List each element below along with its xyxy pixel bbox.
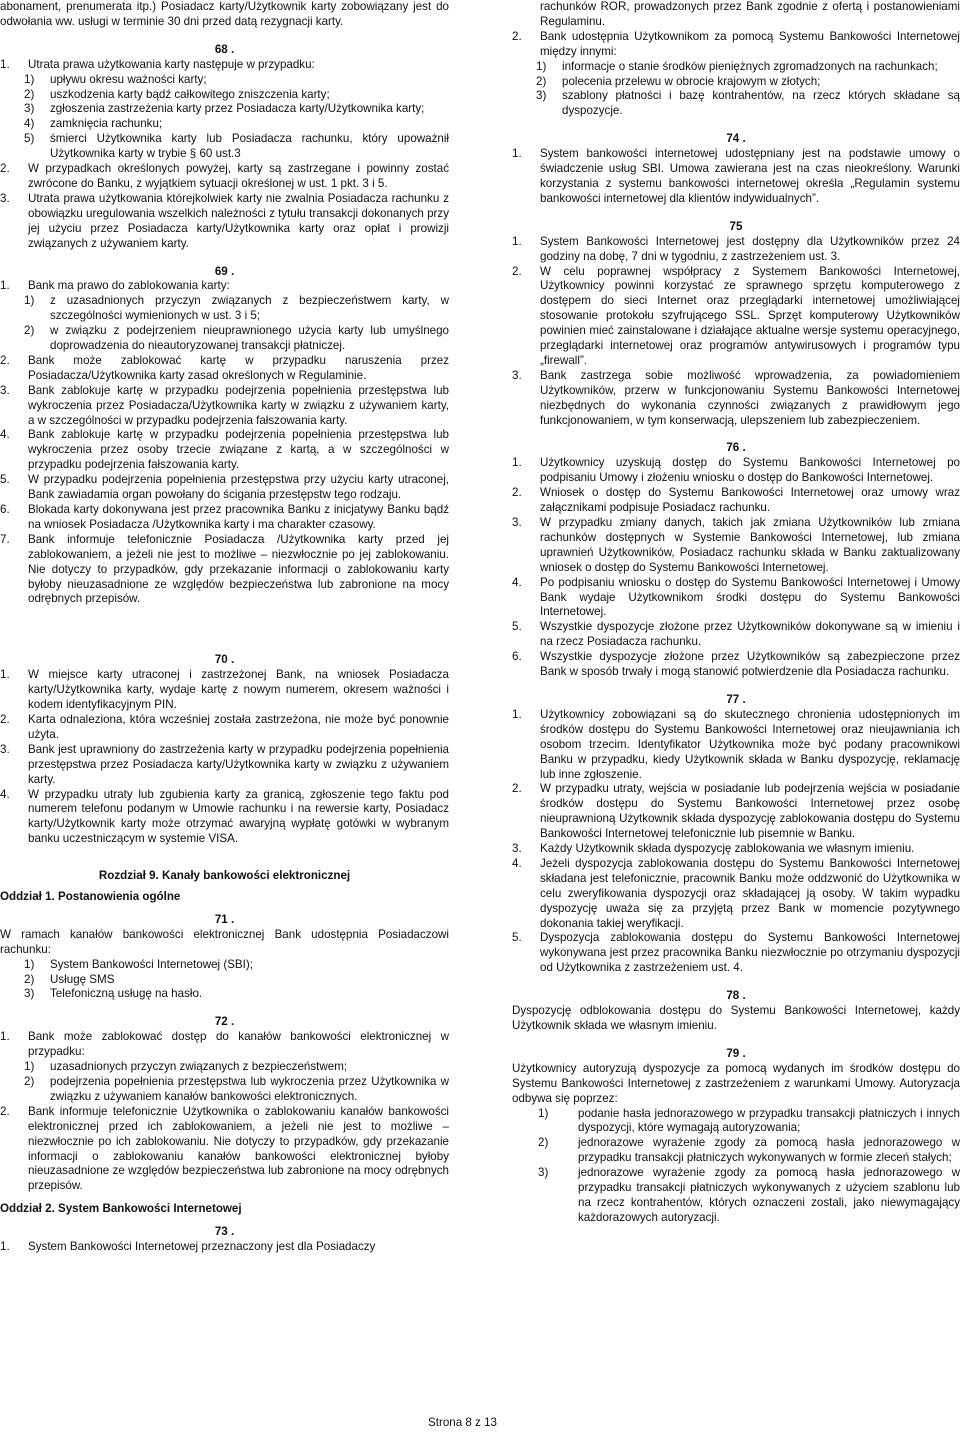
- item-text: System Bankowości Internetowej (SBI);: [50, 957, 253, 971]
- list-item: [0, 958, 449, 973]
- para-number: 2.: [512, 486, 522, 500]
- paragraph: [512, 456, 960, 486]
- paragraph: [0, 713, 449, 743]
- paragraph: [512, 782, 960, 842]
- paragraph: [512, 369, 960, 429]
- list-item: [0, 132, 449, 162]
- section-77-heading: 77 .: [726, 692, 746, 706]
- item-number: 2): [538, 1136, 549, 1150]
- list-item: [0, 1060, 449, 1075]
- item-text: w związku z podejrzeniem nieuprawnionego użycia karty lub umyślnego doprowadzenia do nieautoryzowanej transakcji płatniczej.: [50, 324, 449, 353]
- section-79-text: Użytkownicy autoryzują dyspozycje za pomocą wydanych im środków dostępu do Systemu Bankowości Internetowej z zastrzeżeniem z warunkami Umowy. Autoryzacja odbywa się poprzez:: [512, 1061, 960, 1105]
- item-number: 2): [24, 324, 35, 338]
- section-69-heading: 69 .: [214, 264, 235, 278]
- paragraph: [512, 486, 960, 516]
- para-text: Bank informuje telefonicznie Użytkownika o zablokowaniu kanałów bankowości elektronicznej przed ich zablokowaniem, a jeżeli nie jest to możliwe – niezwłocznie po ich zablokowaniu. Nie dotyczy to przypadków, gdy przekazanie informacji o zablokowaniu kanałów bankowości elektronicznej byłoby nieuzasadnione ze względów bezpieczeństwa lub zabronione na mocy odrębnych przepisów.: [28, 1104, 449, 1193]
- para-number: 1.: [0, 279, 10, 293]
- paragraph: [512, 842, 960, 857]
- para-text: Bank ma prawo do zablokowania karty:: [28, 279, 230, 293]
- list-item: [0, 102, 449, 117]
- section-71-intro: W ramach kanałów bankowości elektronicznej Bank udostępnia Posiadaczowi rachunku:: [0, 927, 449, 956]
- list-item: [0, 324, 449, 354]
- para-text: Jeżeli dyspozycja zablokowania dostępu do Systemu Bankowości Internetowej składana jest telefonicznie, pracownik Banku może oddzwonić do Użytkownika w celu zweryfikowania dyspozycji oraz składającej ją osoby. W takim wypadku dyspozycję uważa się za przyjętą przez Bank w momencie pozytywnego dokonania takiej weryfikacji.: [540, 856, 960, 930]
- paragraph: [512, 857, 960, 932]
- para-text: Blokada karty dokonywana jest przez pracownika Banku z inicjatywy Banku bądź na wniosek Posiadacza /Użytkownika karty i ma charakter czasowy.: [28, 503, 449, 531]
- para-text: Bank może zablokować kartę w przypadku naruszenia przez Posiadacza/Użytkownika karty zasad określonych w Regulaminie.: [28, 353, 449, 382]
- para-number: 5.: [512, 931, 522, 945]
- paragraph: [0, 162, 449, 192]
- item-text: informacje o stanie środków pieniężnych zgromadzonych na rachunkach;: [562, 59, 938, 73]
- list-item: [0, 1075, 449, 1105]
- item-text: podanie hasła jednorazowego w przypadku transakcji płatniczych i innych dyspozycji, które wymagają autoryzowania;: [578, 1106, 960, 1135]
- para-number: 3.: [512, 842, 522, 856]
- item-number: 1): [536, 59, 547, 73]
- para-number: 1.: [0, 1240, 10, 1254]
- item-text: zamknięcia rachunku;: [50, 117, 163, 131]
- section-72-heading: 72 .: [214, 1015, 235, 1029]
- item-text: polecenia przelewu w obrocie krajowym w złotych;: [562, 74, 821, 88]
- paragraph: [512, 931, 960, 976]
- item-number: 2): [24, 1075, 35, 1088]
- division-2-title: Oddział 2. System Bankowości Internetowej: [0, 1202, 242, 1216]
- paragraph: [512, 30, 960, 60]
- para-number: 1.: [0, 57, 10, 71]
- para-text: Utrata prawa użytkowania karty następuje w przypadku:: [28, 57, 315, 71]
- para-number: 4.: [512, 575, 522, 589]
- paragraph: [0, 668, 449, 713]
- item-text: z uzasadnionych przyczyn związanych z bezpieczeństwem karty, w szczególności wymienionych w ust. 3 i 5;: [50, 294, 449, 323]
- right-column: [512, 0, 960, 1226]
- paragraph: [512, 516, 960, 576]
- list-item: [0, 117, 449, 132]
- para-number: 3.: [0, 383, 10, 397]
- para-text: Wniosek o dostęp do Systemu Bankowości Internetowej oraz umowy wraz załącznikami podpisuje Posiadacz rachunku.: [540, 486, 960, 515]
- para-text: Wszystkie dyspozycje złożone przez Użytkowników dokonywane są w imieniu i na rzecz Posiadacza rachunku.: [540, 620, 960, 649]
- page-number-footer: Strona 8 z 13: [428, 1416, 497, 1429]
- chapter-9-title: Rozdział 9. Kanały bankowości elektronicznej: [98, 869, 351, 883]
- para-number: 3.: [0, 191, 10, 205]
- paragraph: [0, 503, 449, 533]
- item-text: uszkodzenia karty bądź całkowitego zniszczenia karty;: [50, 87, 330, 101]
- section-70-heading: 70 .: [214, 653, 235, 667]
- para-text: Użytkownicy uzyskują dostęp do Systemu Bankowości Internetowej po podpisaniu Umowy i złożeniu wniosku o dostęp do Bankowości Internetowej.: [540, 456, 960, 485]
- paragraph: [0, 1240, 449, 1255]
- para-text: Użytkownicy zobowiązani są do skutecznego chronienia udostępnionych im środków dostępu do Systemu Bankowości Internetowej oraz nieujawniania ich osobom trzecim. Identyfikator Użytkownika może być podany pracownikowi Banku w przypadku, kiedy Użytkownik składa w Banku dyspozycję, reklamację lub inne zgłoszenie.: [540, 707, 960, 781]
- para-text: Wszystkie dyspozycje złożone przez Użytkowników są zabezpieczone przez Bank w sposób trwały i mogą stanowić potwierdzenie dla Posiadacza rachunku.: [540, 650, 960, 679]
- paragraph: [0, 788, 449, 848]
- para-number: 5.: [0, 473, 10, 487]
- paragraph: [0, 1030, 449, 1060]
- para-text: W przypadku podejrzenia popełnienia przestępstwa przy użyciu karty utraconej, Bank zawiadamia organ powołany do ścigania przestępstw tego rodzaju.: [28, 473, 449, 502]
- paragraph: [512, 620, 960, 650]
- section-75-heading: 75: [729, 219, 743, 233]
- para-number: 2.: [0, 162, 10, 176]
- para-text: Bank zablokuje kartę w przypadku podejrzenia popełnienia przestępstwa lub wykroczenia przez osoby trzecie związane z kartą, a w szczególności w przypadku podejrzenia fałszowania karty.: [28, 428, 449, 472]
- para-number: 5.: [512, 620, 522, 634]
- item-number: 3): [536, 89, 547, 103]
- para-text: W przypadku utraty, wejścia w posiadanie lub podejrzenia wejścia w posiadanie środków dostępu do Systemu Bankowości Internetowej przez osobę nieuprawnioną Użytkownik składa dyspozycję zablokowania dostępu do Systemu Bankowości Internetowej telefonicznie lub pisemnie w Banku.: [540, 782, 960, 841]
- item-number: 1): [24, 1060, 35, 1074]
- paragraph: [0, 473, 449, 503]
- list-item: [0, 987, 449, 1002]
- item-text: śmierci Użytkownika karty lub Posiadacza rachunku, który upoważnił Użytkownika karty w trybie § 60 ust.3: [50, 132, 449, 161]
- para-number: 6.: [512, 650, 522, 664]
- item-number: 1): [24, 72, 35, 86]
- paragraph: [0, 1105, 449, 1194]
- para-text: Bank jest uprawniony do zastrzeżenia karty w przypadku podejrzenia popełnienia przestępstwa przez Posiadacza karty/Użytkownika karty w związku z używaniem karty.: [28, 742, 449, 786]
- item-number: 5): [24, 132, 35, 146]
- para-text: Karta odnaleziona, która wcześniej została zastrzeżona, nie może być ponownie użyta.: [28, 712, 449, 741]
- paragraph: [512, 235, 960, 265]
- para-text: W przypadkach określonych powyżej, karty są zastrzegane i powinny zostać zwrócone do Banku, z wyjątkiem sytuacji określonej w ust. 1 pkt. 3 i 5.: [28, 162, 449, 190]
- para-number: 2.: [512, 782, 522, 796]
- paragraph: [512, 265, 960, 369]
- paragraph: [0, 192, 449, 252]
- para-text: Po podpisaniu wniosku o dostęp do Systemu Bankowości Internetowej i Umowy Bank wydaje Użytkownikom środki dostępu do Systemu Bankowości Internetowej.: [540, 575, 960, 619]
- para-number: 1.: [512, 707, 522, 721]
- list-item: [0, 88, 449, 103]
- section-74-heading: 74 .: [726, 132, 746, 146]
- para-text: Bank może zablokować dostęp do kanałów bankowości elektronicznej w przypadku:: [28, 1030, 449, 1059]
- para-number: 4.: [512, 856, 522, 870]
- para-text: Bank udostępnia Użytkownikom za pomocą Systemu Bankowości Internetowej między innymi:: [540, 29, 960, 58]
- para-text: Bank informuje telefonicznie Posiadacza /Użytkownika karty przed jej zablokowaniem, a jeżeli nie jest to możliwe – niezwłocznie po jej zablokowaniu. Nie dotyczy to przypadków, gdy przekazanie informacji o zablokowaniu karty byłoby nieuzasadnione ze względów bezpieczeństwa lub zabronione na mocy odrębnych przepisów.: [28, 532, 449, 606]
- item-number: 1): [538, 1106, 549, 1120]
- paragraph: [512, 147, 960, 207]
- paragraph: [0, 279, 449, 294]
- section-71-heading: 71 .: [214, 912, 235, 926]
- paragraph: [512, 708, 960, 783]
- item-number: 2): [24, 87, 35, 101]
- section-78-text: Dyspozycję odblokowania dostępu do Systemu Bankowości Internetowej, każdy Użytkownik składa we własnym imieniu.: [512, 1004, 960, 1032]
- paragraph: [512, 576, 960, 621]
- para-text: System Bankowości Internetowej jest dostępny dla Użytkowników przez 24 godziny na dobę, 7 dni w tygodniu, z zastrzeżeniem ust. 3.: [540, 234, 960, 263]
- section-78-heading: 78 .: [726, 989, 746, 1003]
- para-text: System Bankowości Internetowej przeznaczony jest dla Posiadaczy: [28, 1240, 376, 1254]
- section-68-heading: 68 .: [214, 42, 235, 56]
- division-1-title: Oddział 1. Postanowienia ogólne: [0, 890, 181, 904]
- para-text: Dyspozycja zablokowania dostępu do Systemu Bankowości Internetowej wykonywana jest przez pracownika Banku niezwłocznie po otrzymaniu dyspozycji od Użytkownika z zastrzeżeniem ust. 4.: [540, 931, 960, 975]
- section-73-heading: 73 .: [214, 1225, 235, 1239]
- item-number: 2): [24, 972, 35, 986]
- item-text: zgłoszenia zastrzeżenia karty przez Posiadacza karty/Użytkownika karty;: [50, 102, 425, 116]
- para-number: 2.: [0, 353, 10, 367]
- para-text: Bank zastrzega sobie możliwość wprowadzenia, za powiadomieniem Użytkowników, przerw w funkcjonowaniu Systemu Bankowości Internetowej niezbędnych do wykonania czynności związanych z prawidłowym jego funkcjonowaniem, w tym konserwacją, ulepszeniem lub zabezpieczeniem.: [540, 368, 960, 427]
- para-text: Bank zablokuje kartę w przypadku podejrzenia popełnienia przestępstwa lub wykroczenia przez Posiadacza/Użytkownika karty w związku z używaniem karty, a w szczególności w przypadku podejrzenia fałszowania karty.: [28, 383, 449, 427]
- para-number: 4.: [0, 787, 10, 801]
- intro-paragraph: abonament, prenumerata itp.) Posiadacz karty/Użytkownik karty zobowiązany jest do odwołania ww. usługi w terminie 30 dni przed datą rezygnacji karty.: [0, 0, 449, 28]
- item-text: uzasadnionych przyczyn związanych z bezpieczeństwem;: [50, 1060, 348, 1074]
- item-number: 3): [538, 1166, 549, 1180]
- para-text: Utrata prawa użytkowania którejkolwiek karty nie zwalnia Posiadacza rachunku z obowiązku uregulowania wszelkich należności z tytułu transakcji dokonanych przy jej użyciu przez Posiadacza karty/Użytkownika karty oraz opłat i prowizji związanych z używaniem karty.: [28, 191, 449, 250]
- list-item: [0, 294, 449, 324]
- para-number: 6.: [0, 503, 10, 516]
- item-text: jednorazowe wyrażenie zgody za pomocą hasła jednorazowego w przypadku transakcji płatniczych wykonywanych w formie zleceń stałych;: [578, 1136, 960, 1165]
- paragraph: [0, 58, 449, 73]
- item-number: 1): [24, 957, 35, 971]
- item-number: 3): [24, 102, 35, 116]
- paragraph: [0, 533, 449, 608]
- paragraph: [512, 650, 960, 680]
- para-number: 2.: [0, 712, 10, 726]
- item-number: 4): [24, 117, 35, 131]
- item-text: Usługę SMS: [50, 972, 115, 986]
- section-79-heading: 79 .: [726, 1046, 746, 1060]
- para-number: 2.: [0, 1104, 10, 1118]
- para-number: 4.: [0, 428, 10, 442]
- item-text: upływu okresu ważności karty;: [50, 72, 207, 86]
- list-item: [512, 1166, 960, 1226]
- list-item: [0, 73, 449, 88]
- para-number: 3.: [0, 742, 10, 756]
- list-item: [512, 60, 960, 75]
- left-column: [0, 0, 449, 1255]
- para-text: W przypadku zmiany danych, takich jak zmiana Użytkowników lub zmiana rachunków dostępnych w Systemie Bankowości Internetowej, lub zmiana uprawnień Użytkowników, Posiadacz rachunku składa w Banku zaktualizowany wniosek o dostęp do Systemu Bankowości Internetowej.: [540, 516, 960, 574]
- list-item: [512, 75, 960, 90]
- para-number: 1.: [0, 1030, 10, 1044]
- para-number: 3.: [512, 368, 522, 382]
- paragraph: [0, 354, 449, 384]
- list-item: [0, 973, 449, 988]
- para-number: 7.: [0, 532, 10, 546]
- para-number: 1.: [512, 234, 522, 248]
- para-text: W przypadku utraty lub zgubienia karty za granicą, zgłoszenie tego faktu pod numerem telefonu podanym w Umowie rachunku i na rewersie karty, Posiadacz karty/Użytkownik karty może otrzymać awaryjną wypłatę gotówki w wybranym banku uczestniczącym w systemie VISA.: [28, 787, 449, 846]
- para-number: 2.: [512, 264, 522, 278]
- para-text: W celu poprawnej współpracy z Systemem Bankowości Internetowej, Użytkownicy powinni korzystać ze sprawnego sprzętu komputerowego z dostępem do sieci Internet oraz przeglądarki internetowej umożliwiającej stosowanie protokołu szyfrującego SSL. Sprzęt komputerowy Użytkowników powinien mieć zainstalowane i działające aktualne wersje systemu operacyjnego, przeglądarki internetowej oraz programów antywirusowych i programów typu „firewall”.: [540, 264, 960, 367]
- item-number: 1): [24, 294, 35, 308]
- para-number: 1.: [0, 668, 10, 682]
- paragraph: [0, 384, 449, 429]
- item-text: Telefoniczną usługę na hasło.: [50, 987, 203, 1001]
- paragraph: [0, 743, 449, 788]
- para-text: W miejsce karty utraconej i zastrzeżonej Bank, na wniosek Posiadacza karty/Użytkownika karty, wydaje kartę z nowym numerem, okresem ważności i kodem identyfikacyjnym PIN.: [28, 668, 449, 712]
- para-text: Każdy Użytkownik składa dyspozycję zablokowania we własnym imieniu.: [540, 842, 915, 856]
- item-text: jednorazowe wyrażenie zgody za pomocą hasła jednorazowego w przypadku transakcji płatniczych wykonywanych z użyciem szablonu lub na rzecz kontrahentów, których oznaczeni zostali, jako niewymagający każdorazowych autoryzacji.: [578, 1166, 960, 1224]
- para-text: System bankowości internetowej udostępniany jest na podstawie umowy o świadczenie usług SBI. Umowa zawierana jest na czas nieokreślony. Warunki korzystania z systemu bankowości internetowej określa „Regulamin systemu bankowości internetowej dla klientów indywidualnych”.: [540, 147, 960, 205]
- para-number: 1.: [512, 456, 522, 470]
- section-76-heading: 76 .: [726, 441, 746, 455]
- para-number: 3.: [512, 516, 522, 529]
- para-number: 1.: [512, 147, 522, 161]
- para-number: 2.: [512, 29, 522, 43]
- item-text: szablony płatności i bazę kontrahentów, na rzecz których składane są dyspozycje.: [562, 89, 960, 118]
- paragraph: [0, 428, 449, 473]
- list-item: [512, 89, 960, 119]
- item-number: 2): [536, 74, 547, 88]
- list-item: [512, 1107, 960, 1137]
- item-text: podejrzenia popełnienia przestępstwa lub wykroczenia przez Użytkownika w związku z używaniem kanałów bankowości elektronicznych.: [50, 1075, 449, 1103]
- continuation-paragraph: rachunków ROR, prowadzonych przez Bank zgodnie z ofertą i postanowieniami Regulaminu.: [540, 0, 960, 28]
- item-number: 3): [24, 987, 35, 1001]
- list-item: [512, 1136, 960, 1166]
